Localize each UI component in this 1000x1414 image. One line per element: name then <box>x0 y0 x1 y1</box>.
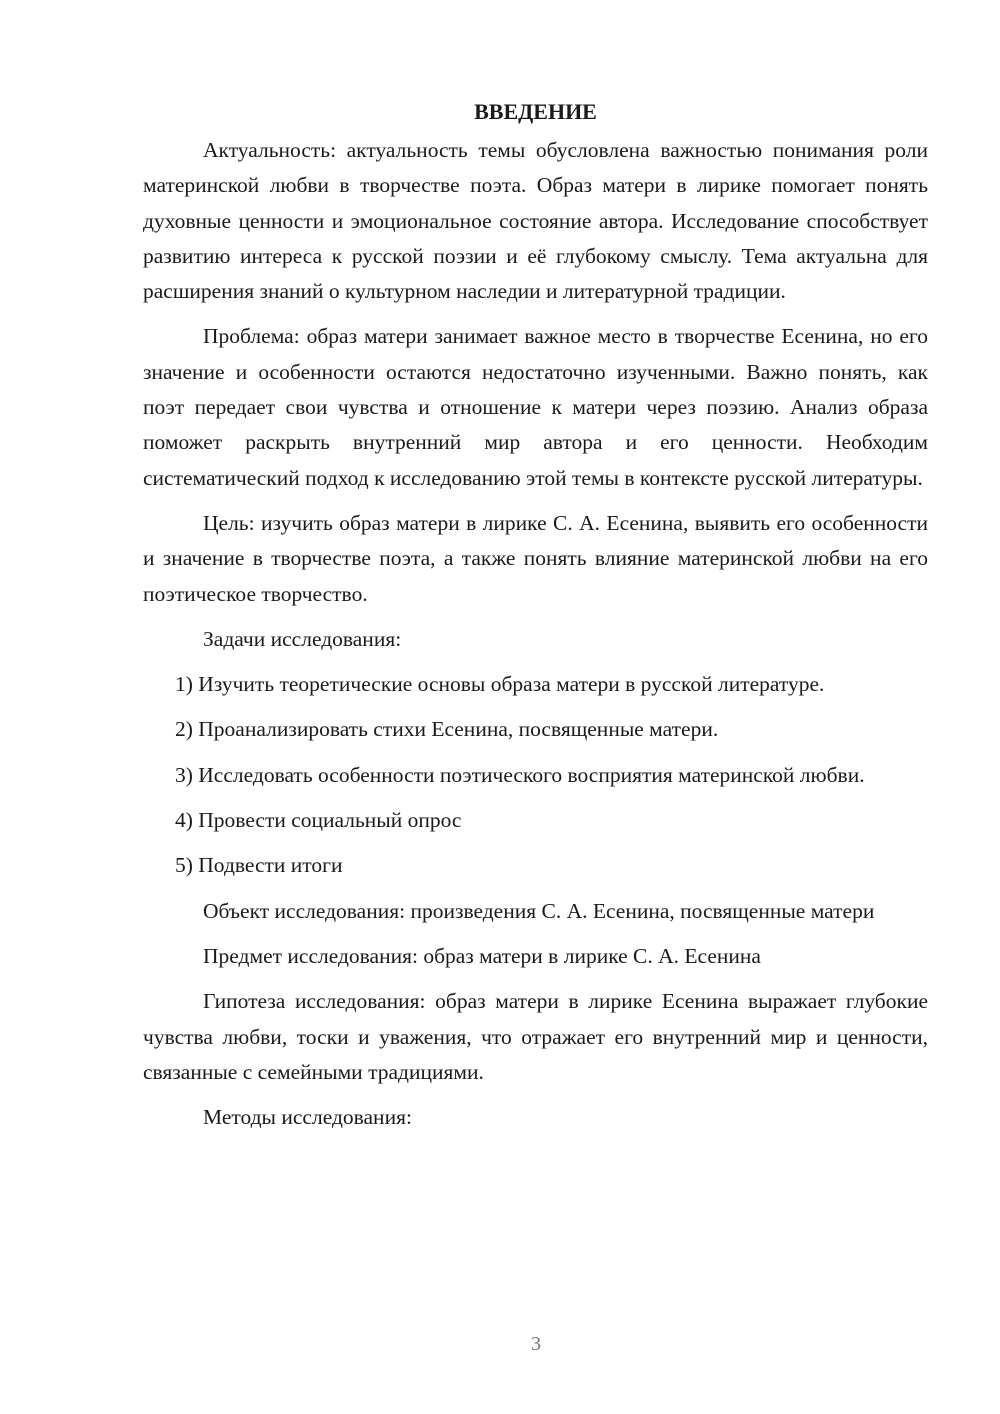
task-item-4: 4) Провести социальный опрос <box>175 808 462 833</box>
object-paragraph: Объект исследования: произведения С. А. Есенина, посвященные матери <box>203 898 875 923</box>
section-heading: ВВЕДЕНИЕ <box>474 99 597 124</box>
hypothesis-paragraph: Гипотеза исследования: образ матери в лирике Есенина выражает глубокие чувства любви, тоски и уважения, что отражает его внутренний мир и ценности, связанные с семейными традициями. <box>143 989 928 1084</box>
page-number: 3 <box>531 1333 541 1355</box>
goal-paragraph: Цель: изучить образ матери в лирике С. А. Есенина, выявить его особенности и значение в творчестве поэта, а также понять влияние материнской любви на его поэтическое творчество. <box>143 510 928 606</box>
document-page <box>143 94 928 1135</box>
subject-paragraph: Предмет исследования: образ матери в лирике С. А. Есенина <box>203 943 761 968</box>
relevance-paragraph: Актуальность: актуальность темы обусловлена важностью понимания роли материнской любви в творчестве поэта. Образ матери в лирике помогает понять духовные ценности и эмоциональное состояние автора. Исследование способствует развитию интереса к русской поэзии и её глубокому смыслу. Тема актуальна для расширения знаний о культурном наследии и литературной традиции. <box>143 138 928 304</box>
problem-paragraph: Проблема: образ матери занимает важное место в творчестве Есенина, но его значение и особенности остаются недостаточно изученными. Важно понять, как поэт передает свои чувства и отношение к матери через поэзию. Анализ образа поможет раскрыть внутренний мир автора и его ценности. Необходим систематический подход к исследованию этой темы в контексте русской литературы. <box>143 324 928 490</box>
methods-title: Методы исследования: <box>203 1105 412 1130</box>
task-item-2: 2) Проанализировать стихи Есенина, посвященные матери. <box>175 717 719 742</box>
tasks-title: Задачи исследования: <box>203 626 402 651</box>
task-item-1: 1) Изучить теоретические основы образа матери в русской литературе. <box>175 672 825 697</box>
task-item-5: 5) Подвести итоги <box>175 853 343 878</box>
task-item-3: 3) Исследовать особенности поэтического восприятия материнской любви. <box>175 762 865 787</box>
